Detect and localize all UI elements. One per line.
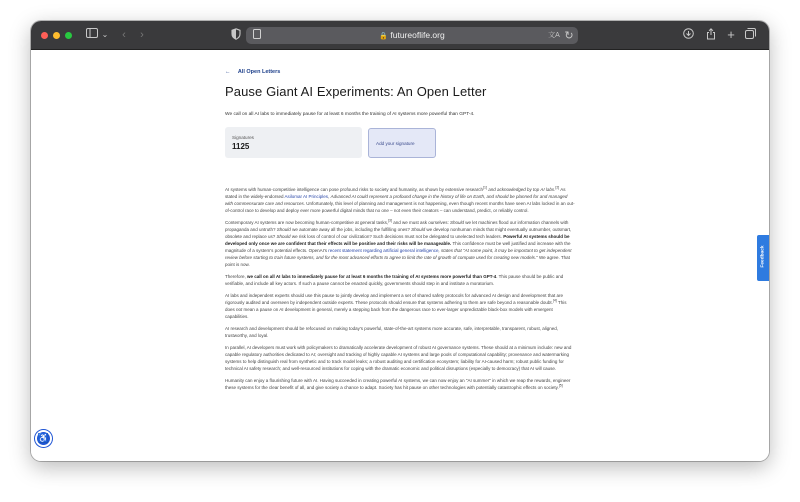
accessibility-icon[interactable]: ♿ [35, 430, 52, 447]
back-link-label: All Open Letters [237, 69, 281, 75]
download-icon[interactable] [682, 28, 694, 42]
openai-statement-link[interactable]: recent statement regarding artificial general intelligence [328, 248, 439, 253]
paragraph [225, 219, 575, 268]
paragraph: In parallel, AI developers must work with policymakers to dramatically accelerate development of robust AI governance systems. These should at a minimum include: new and capable regulatory authorities dedicated to AI; oversight and tracking of highly capable AI systems and large pools of computational capability; provenance and watermarking systems to help distinguish real from synthetic and to track model leaks; a robust auditing and certification ecosystem; liability for AI-caused harm; robust public funding for technical AI safety research; and well-resourced institutions for coping with the dramatic economic and political disruptions (especially to democracy) that AI will cause. [225, 345, 572, 371]
text: Should [450, 220, 465, 225]
text: not [236, 307, 243, 312]
text: Should [276, 234, 291, 239]
text: We agree. That point is now. [225, 255, 570, 267]
text: and we must ask ourselves: [391, 220, 451, 225]
add-signature-button[interactable] [368, 128, 436, 158]
reload-icon[interactable]: ↻ [564, 30, 574, 42]
feedback-label: Feedback [760, 245, 766, 268]
text: Powerful AI systems should be developed only once we are confident that their effects will be positive and their risks will be manageable. [225, 234, 570, 246]
footnote-ref[interactable]: [5] [558, 383, 563, 388]
add-signature-label: Add your signature [376, 141, 415, 146]
footnote-ref[interactable]: [1] [483, 185, 487, 190]
translate-icon[interactable]: 文A [548, 32, 560, 39]
text: mean a pause on AI development in general, merely a stepping back from the dangerous race to ever-larger unpredictable black-box models with emergent capabilities. [225, 307, 553, 319]
text: Unfortunately, this level of planning and management is not happening, even though recent months have seen AI labs locked in an out-of-control race to develop and deploy ever more powerful digital minds that no one – not even their creators – can understand, predict, or reliably control. [225, 201, 575, 213]
paragraph [225, 377, 575, 391]
text: , [328, 194, 331, 199]
sidebar-icon[interactable] [85, 28, 99, 42]
tabs-icon[interactable] [744, 28, 756, 42]
text: Contemporary AI systems are now becoming human-competitive at general tasks, [225, 220, 389, 225]
text: we develop nonhuman minds that might eventually outnumber, outsmart, obsolete and replace us? [225, 227, 572, 239]
arrow-left-icon: ← [225, 69, 231, 75]
text: Should [276, 227, 291, 232]
paragraph [225, 292, 575, 320]
text: Should [411, 227, 426, 232]
text: and acknowledged by top AI labs. [486, 187, 556, 192]
signatures-count: 1125 [232, 142, 250, 151]
browser-toolbar [31, 21, 769, 50]
text: Therefore, [225, 274, 248, 279]
text: we risk loss of control of our civilization? Such decisions must not be delegated to unelected tech leaders. [290, 234, 504, 239]
text: AI labs and independent experts should use this pause to jointly develop and implement a set of shared safety protocols for advanced AI design and development that are rigorously audited and overseen by independent outside experts. These protocols should ensure that systems adhering to them are safe beyond a reasonable doubt. [225, 293, 563, 305]
zoom-window-button[interactable] [65, 32, 72, 39]
web-page [31, 50, 769, 461]
letter-body [225, 186, 575, 396]
url-text: futureoflife.org [390, 30, 445, 40]
text: This does [225, 300, 567, 312]
address-bar[interactable] [246, 27, 578, 44]
back-icon[interactable]: ‹ [122, 29, 126, 41]
text: , states that "At some point, it may be important to get independent review before starting to train future systems, and for the most advanced efforts to agree to limit the rate of growth of compute used for creating new models." [225, 248, 572, 260]
paragraph [225, 273, 575, 287]
asilomar-link[interactable]: Asilomar AI Principles [284, 194, 329, 199]
text: we automate away all the jobs, including the fulfilling ones? [290, 227, 412, 232]
text: This confidence must be well justified and increase with the magnitude of a system's potential effects. OpenAI's [225, 241, 571, 253]
paragraph: AI research and development should be refocused on making today's powerful, state-of-the-art systems more accurate, safe, interpretable, transparent, robust, aligned, trustworthy, and loyal. [225, 326, 559, 338]
text: . This pause should be public and verifiable, and include all key actors. If such a pause cannot be enacted quickly, governments should step in and institute a moratorium. [225, 274, 564, 286]
footnote-ref[interactable]: [2] [555, 185, 560, 190]
text: we let machines flood our information channels with propaganda and untruth? [225, 220, 569, 232]
close-window-button[interactable] [41, 32, 48, 39]
shield-icon[interactable] [230, 28, 242, 42]
text: Advanced AI could represent a profound change in the history of life on Earth, and should be planned for and managed with commensurate care and resources. [225, 194, 568, 206]
url-display[interactable] [246, 29, 578, 43]
chevron-down-icon[interactable]: ⌄ [101, 30, 109, 39]
minimize-window-button[interactable] [53, 32, 60, 39]
text: AI systems with human-competitive intelligence can pose profound risks to society and humanity, as shown by extensive research [225, 187, 484, 192]
paragraph [225, 186, 575, 214]
text: we call on all AI labs to immediately pause for at least 6 months the training of AI systems more powerful than GPT-4 [247, 274, 497, 279]
text: As stated in the widely-endorsed [225, 187, 566, 199]
page-title: Pause Giant AI Experiments: An Open Letter [225, 84, 487, 99]
new-tab-icon[interactable]: + [727, 27, 735, 42]
signatures-counter [225, 127, 362, 158]
intro-text: We call on all AI labs to immediately pause for at least 6 months the training of AI systems more powerful than GPT-4. [225, 112, 475, 117]
footnote-ref[interactable]: [3] [388, 218, 392, 223]
feedback-tab[interactable] [757, 235, 769, 281]
footnote-ref[interactable]: [4] [552, 298, 557, 303]
signatures-label: Signatures [232, 135, 254, 140]
lock-icon: 🔒 [379, 33, 388, 40]
back-link[interactable] [225, 69, 280, 75]
text: Humanity can enjoy a flourishing future with AI. Having succeeded in creating powerful AI systems, we can now enjoy an "AI summer" in which we reap the rewards, engineer these systems for the clear benefit of all, and give society a chance to adapt. Society has hit pause on other technologies with potentially catastrophic effects on society. [225, 378, 571, 390]
share-icon[interactable] [705, 28, 717, 42]
forward-icon[interactable]: › [140, 29, 144, 41]
browser-window [31, 21, 769, 461]
